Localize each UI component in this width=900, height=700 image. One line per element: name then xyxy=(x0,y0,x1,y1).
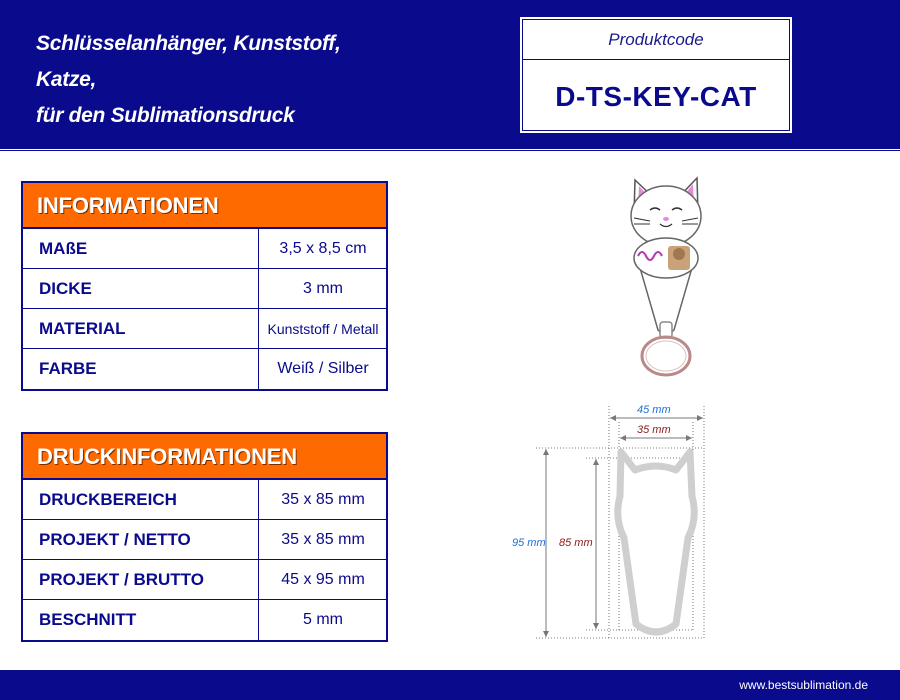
row-label: FARBE xyxy=(23,349,259,389)
header-divider-thin xyxy=(0,150,900,151)
header-banner xyxy=(0,0,900,146)
row-label: MATERIAL xyxy=(23,309,259,348)
row-value: 5 mm xyxy=(303,611,343,628)
row-label: DRUCKBEREICH xyxy=(23,480,259,519)
print-info-table xyxy=(21,432,388,642)
row-value: 3 mm xyxy=(303,280,343,297)
footer-bar xyxy=(0,670,900,700)
table-row xyxy=(23,480,386,520)
table-row xyxy=(23,309,386,349)
table-row xyxy=(23,229,386,269)
row-value: Kunststoff / Metall xyxy=(267,321,379,337)
row-label: BESCHNITT xyxy=(23,600,259,640)
product-title xyxy=(36,26,341,134)
info-table-heading: INFORMATIONEN xyxy=(23,183,386,229)
row-value: 3,5 x 8,5 cm xyxy=(279,240,367,257)
info-table xyxy=(21,181,388,391)
header-divider xyxy=(0,146,900,149)
row-value: 35 x 85 mm xyxy=(281,491,365,508)
product-code-frame xyxy=(522,19,790,131)
print-info-table-heading: DRUCKINFORMATIONEN xyxy=(23,434,386,480)
title-line-1: Schlüsselanhänger, Kunststoff, xyxy=(36,32,341,55)
title-line-2: Katze, xyxy=(36,68,97,91)
product-code-label: Produktcode xyxy=(523,20,789,60)
dimension-drawing xyxy=(500,400,740,650)
row-label: PROJEKT / BRUTTO xyxy=(23,560,259,599)
table-row xyxy=(23,600,386,640)
table-row xyxy=(23,349,386,389)
width-outer-label: 45 mm xyxy=(637,404,671,416)
table-row xyxy=(23,560,386,600)
width-inner-label: 35 mm xyxy=(637,424,671,436)
row-value: 45 x 95 mm xyxy=(281,571,365,588)
cat-keychain-image xyxy=(590,172,730,384)
title-line-3: für den Sublimationsdruck xyxy=(36,104,295,127)
height-outer-label: 95 mm xyxy=(512,537,546,549)
product-code-value: D-TS-KEY-CAT xyxy=(555,81,757,112)
product-code-box xyxy=(518,15,794,135)
row-label: DICKE xyxy=(23,269,259,308)
footer-url[interactable]: www.bestsublimation.de xyxy=(739,678,868,692)
row-value: 35 x 85 mm xyxy=(281,531,365,548)
product-photo xyxy=(590,172,730,384)
row-value: Weiß / Silber xyxy=(277,360,369,377)
row-label: MAßE xyxy=(23,229,259,268)
table-row xyxy=(23,520,386,560)
height-inner-label: 85 mm xyxy=(559,537,593,549)
table-row xyxy=(23,269,386,309)
row-label: PROJEKT / NETTO xyxy=(23,520,259,559)
cat-outline-diagram xyxy=(500,400,740,650)
